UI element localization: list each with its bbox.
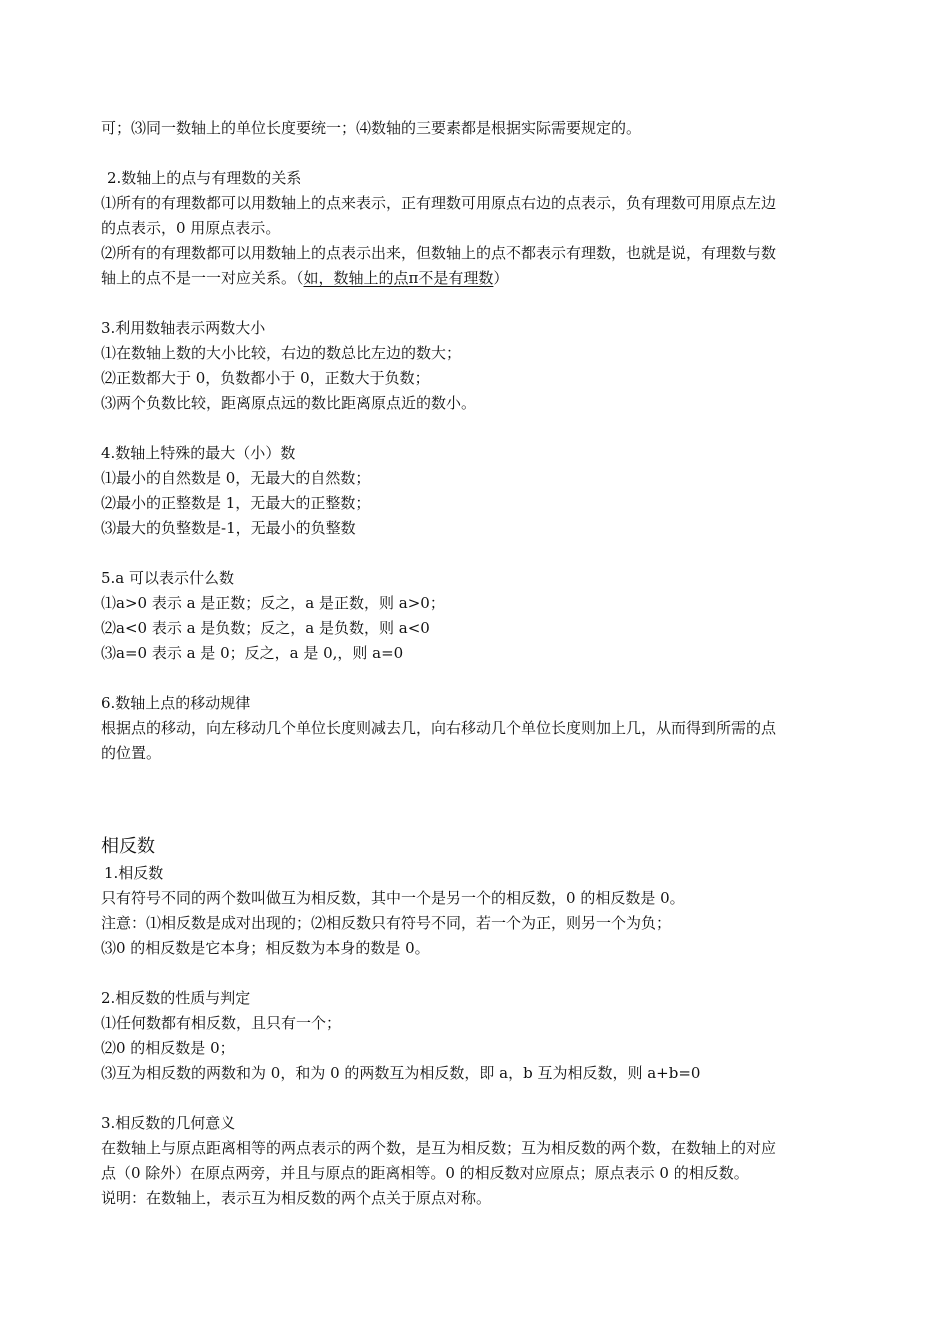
list-item: ⑵0 的相反数是 0； [101, 1039, 235, 1057]
list-item: ⑵最小的正整数是 1，无最大的正整数； [101, 494, 371, 512]
text-segment: 轴上的点不是一一对应关系。（ [101, 269, 304, 287]
list-item: ⑶a=0 表示 a 是 0；反之，a 是 0,，则 a=0 [101, 644, 404, 662]
list-item: ⑶最大的负整数是-1，无最小的负整数 [101, 519, 356, 537]
list-item: ⑴在数轴上数的大小比较，右边的数总比左边的数大； [101, 344, 462, 362]
heading-compare-numbers: 3.利用数轴表示两数大小 [101, 319, 266, 337]
list-item: ⑴任何数都有相反数，且只有一个； [101, 1014, 342, 1032]
paragraph: 的点表示，0 用原点表示。 [101, 219, 281, 237]
heading-geometric-meaning: 3.相反数的几何意义 [101, 1114, 236, 1132]
heading-point-rational-relation: 2.数轴上的点与有理数的关系 [107, 169, 302, 187]
text-segment: ） [493, 269, 509, 287]
paragraph [101, 268, 508, 288]
list-item: ⑵正数都大于 0，负数都小于 0，正数大于负数； [101, 369, 430, 387]
heading-point-movement: 6.数轴上点的移动规律 [101, 694, 251, 712]
heading-opposite-properties: 2.相反数的性质与判定 [101, 989, 251, 1007]
list-item: ⑶互为相反数的两数和为 0，和为 0 的两数互为相反数，即 a，b 互为相反数，则 a+b=0 [101, 1064, 701, 1082]
heading-opposite-definition: 1.相反数 [104, 864, 164, 882]
list-item: ⑶两个负数比较，距离原点远的数比距离原点近的数小。 [101, 394, 477, 412]
paragraph: 点（0 除外）在原点两旁，并且与原点的距离相等。0 的相反数对应原点；原点表示 0 的相反数。 [101, 1164, 749, 1182]
heading-special-numbers: 4.数轴上特殊的最大（小）数 [101, 444, 296, 462]
list-item: ⑴最小的自然数是 0，无最大的自然数； [101, 469, 371, 487]
continued-line: 可；⑶同一数轴上的单位长度要统一；⑷数轴的三要素都是根据实际需要规定的。 [101, 119, 642, 137]
heading-what-a-represents: 5.a 可以表示什么数 [101, 569, 235, 587]
paragraph: ⑶0 的相反数是它本身；相反数为本身的数是 0。 [101, 939, 430, 957]
list-item: ⑴a>0 表示 a 是正数；反之，a 是正数，则 a>0； [101, 594, 445, 612]
paragraph: 的位置。 [101, 744, 162, 762]
paragraph: 根据点的移动，向左移动几个单位长度则减去几，向右移动几个单位长度则加上几，从而得到所需的点 [101, 719, 777, 737]
list-item: ⑵a<0 表示 a 是负数；反之，a 是负数，则 a<0 [101, 619, 430, 637]
paragraph: 注意：⑴相反数是成对出现的；⑵相反数只有符号不同，若一个为正，则另一个为负； [101, 914, 672, 932]
paragraph: 在数轴上与原点距离相等的两点表示的两个数，是互为相反数；互为相反数的两个数，在数轴上的对应 [101, 1139, 777, 1157]
paragraph: ⑵所有的有理数都可以用数轴上的点表示出来，但数轴上的点不都表示有理数，也就是说，有理数与数 [101, 244, 777, 262]
paragraph: ⑴所有的有理数都可以用数轴上的点来表示，正有理数可用原点右边的点表示，负有理数可用原点左边 [101, 194, 777, 212]
underlined-example: 如，数轴上的点π不是有理数 [303, 269, 494, 287]
paragraph: 只有符号不同的两个数叫做互为相反数，其中一个是另一个的相反数，0 的相反数是 0。 [101, 889, 685, 907]
section-title-opposite-numbers: 相反数 [101, 836, 155, 857]
paragraph: 说明：在数轴上，表示互为相反数的两个点关于原点对称。 [101, 1189, 492, 1207]
